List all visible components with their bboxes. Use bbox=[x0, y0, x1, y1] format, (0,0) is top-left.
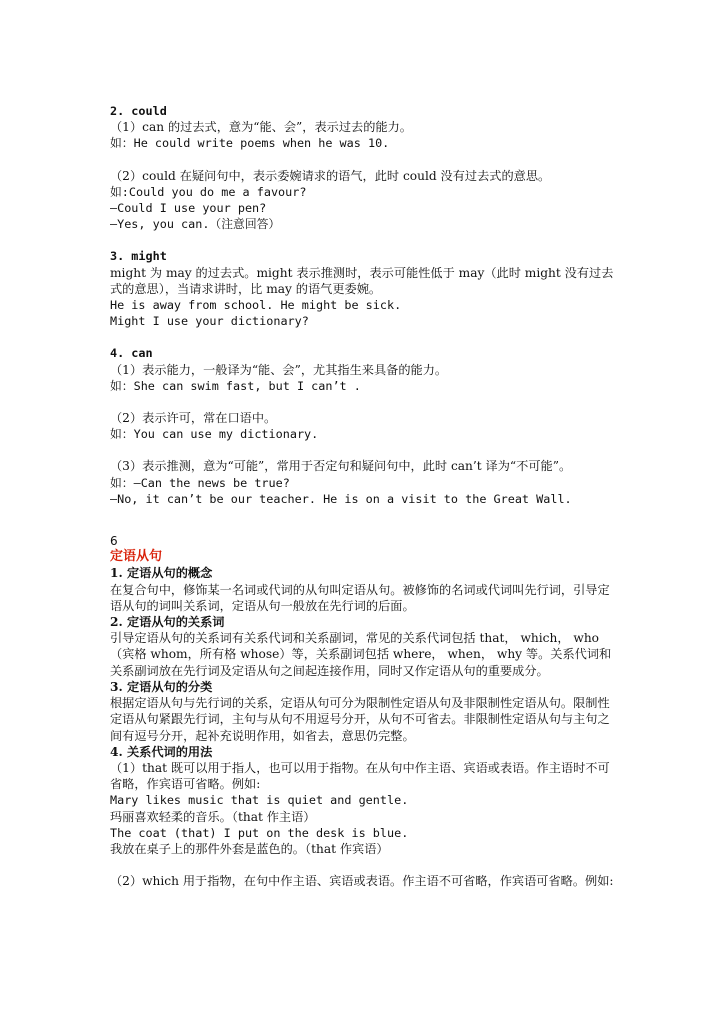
example: —Could I use your pen? bbox=[110, 201, 267, 216]
section-heading-can: 4. can bbox=[110, 346, 153, 361]
subheading: 2. 定语从句的关系词 bbox=[110, 615, 225, 630]
paragraph: （1）can 的过去式，意为“能、会”，表示过去的能力。 bbox=[110, 120, 412, 135]
paragraph: （2）which 用于指物，在句中作主语、宾语或表语。作主语不可省略，作宾语可省略。例如: bbox=[110, 874, 614, 889]
paragraph: （3）表示推测，意为“可能”，常用于否定句和疑问句中，此时 can’t 译为“不可能”。 bbox=[110, 459, 572, 474]
example: 如：She can swim fast, but I can’t . bbox=[110, 378, 361, 393]
example: The coat (that) I put on the desk is blue. bbox=[110, 825, 409, 840]
paragraph: 在复合句中，修饰某一名词或代词的从句叫定语从句。被修饰的名词或代词叫先行词，引导定语从句的词叫关系词，定语从句一般放在先行词的后面。 bbox=[110, 582, 610, 613]
example: 如：He could write poems when he was 10. bbox=[110, 136, 390, 151]
page-number: 6 bbox=[110, 534, 118, 549]
document-page bbox=[110, 103, 620, 889]
subheading: 4. 关系代词的用法 bbox=[110, 744, 213, 759]
paragraph: （2）could 在疑问句中，表示委婉请求的语气，此时 could 没有过去式的意思。 bbox=[110, 168, 551, 183]
example-translation: 我放在桌子上的那件外套是蓝色的。（that 作宾语） bbox=[110, 841, 389, 856]
example: He is away from school. He might be sick. bbox=[110, 298, 402, 313]
example: 如:Could you do me a favour? bbox=[110, 184, 307, 199]
example: 如：You can use my dictionary. bbox=[110, 427, 319, 442]
paragraph: （1）表示能力，一般译为“能、会”，尤其指生来具备的能力。 bbox=[110, 362, 448, 377]
example: —Yes, you can.（注意回答） bbox=[110, 217, 281, 232]
subheading: 3. 定语从句的分类 bbox=[110, 679, 213, 694]
example-translation: 玛丽喜欢轻柔的音乐。（that 作主语） bbox=[110, 809, 316, 824]
paragraph: 引导定语从句的关系词有关系代词和关系副词，常见的关系代词包括 that， which， who（宾格 whom，所有格 whose）等，关系副词包括 where， when， why 等。关系代词和关系副词放在先行词及定语从句之间起连接作用，同时又作定语从句的重要成分。 bbox=[110, 631, 612, 678]
example: Mary likes music that is quiet and gentle. bbox=[110, 793, 409, 808]
paragraph: （2）表示许可，常在口语中。 bbox=[110, 411, 277, 426]
subheading: 1. 定语从句的概念 bbox=[110, 566, 213, 581]
section-heading-might: 3. might bbox=[110, 249, 167, 264]
section-title-relative-clause: 定语从句 bbox=[110, 549, 163, 565]
section-heading-could: 2. could bbox=[110, 104, 167, 118]
example: 如：—Can the news be true? bbox=[110, 475, 290, 490]
example: —No, it can’t be our teacher. He is on a visit to the Great Wall. bbox=[110, 491, 572, 506]
paragraph: （1）that 既可以用于指人，也可以用于指物。在从句中作主语、宾语或表语。作主语时不可省略，作宾语可省略。例如: bbox=[110, 760, 610, 792]
paragraph: 根据定语从句与先行词的关系，定语从句可分为限制性定语从句及非限制性定语从句。限制性定语从句紧跟先行词，主句与从句不用逗号分开，从句不可省去。非限制性定语从句与主句之间有逗号分开，起补充说明作用，如省去，意思仍完整。 bbox=[110, 696, 610, 743]
example: Might I use your dictionary? bbox=[110, 314, 309, 329]
paragraph: might 为 may 的过去式。might 表示推测时，表示可能性低于 may（此时 might 没有过去式的意思），当请求讲时，比 may 的语气更委婉。 bbox=[110, 265, 614, 296]
